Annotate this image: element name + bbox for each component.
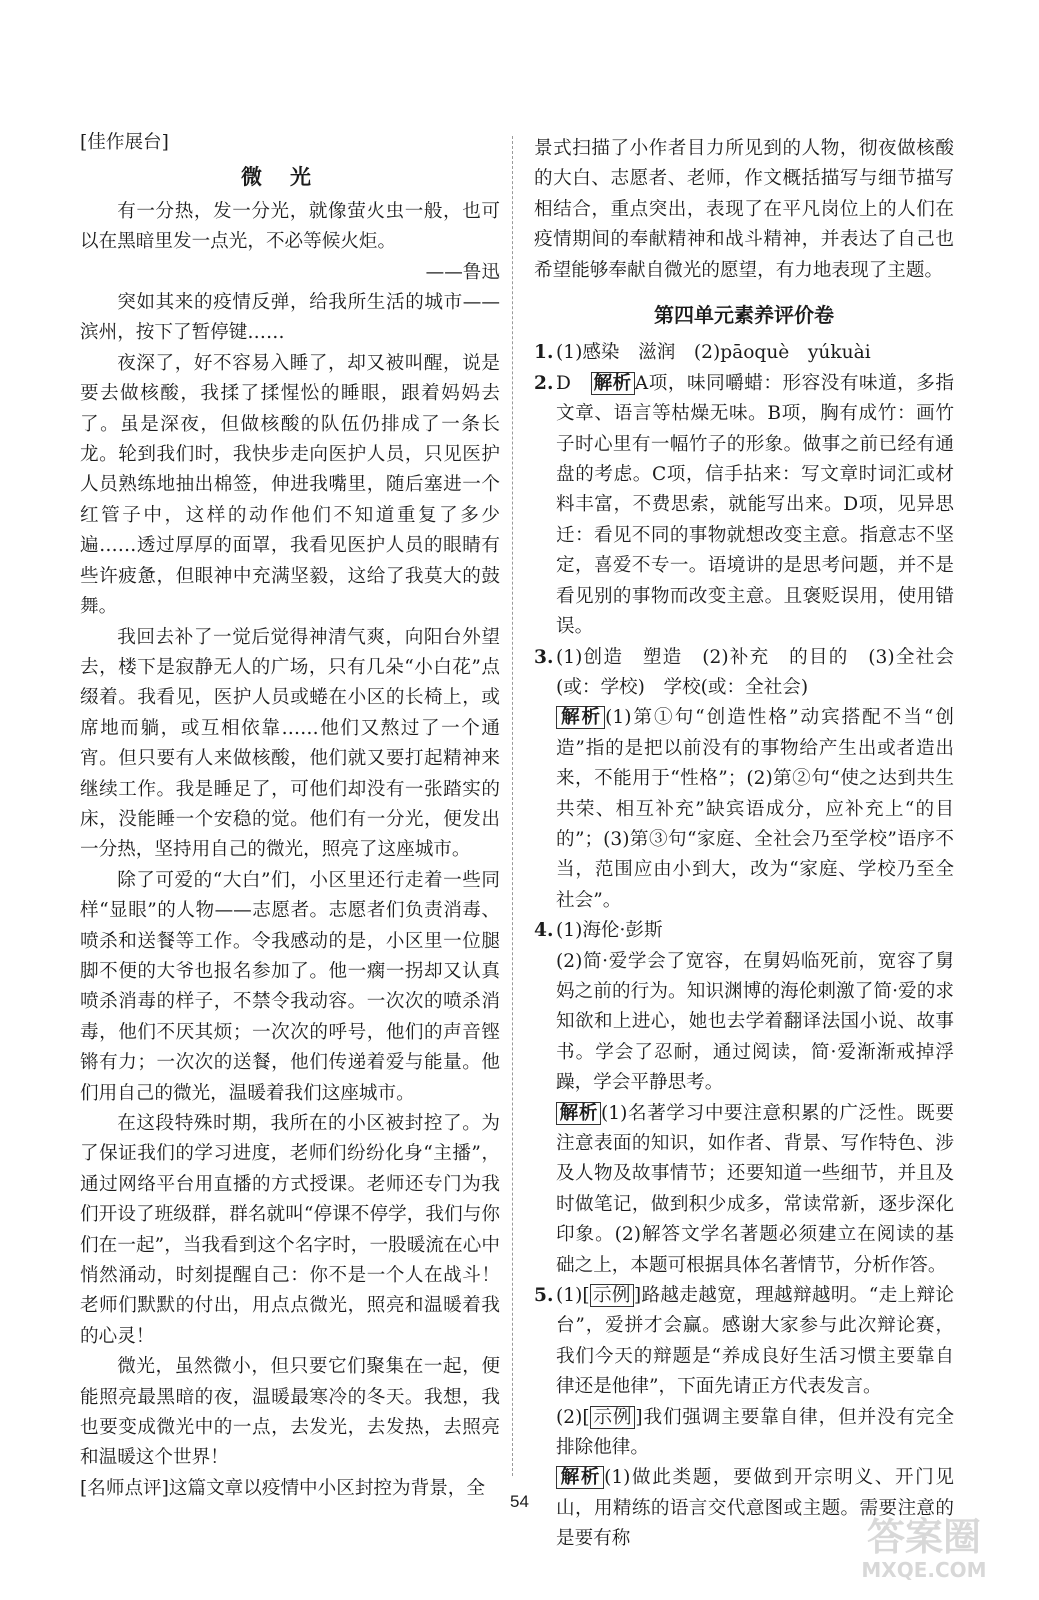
comment-text: 这篇文章以疫情中小区封控为背景，全 [168,1477,485,1499]
answer-text: (1)海伦·彭斯 [556,920,663,942]
question-1: 1. (1)感染 滋润 (2)pāoquè yúkuài [534,342,871,364]
watermark-logo [839,1505,1009,1585]
essay-paragraph: 除了可爱的“大白”们，小区里还行走着一些同样“显眼”的人物——志愿者。志愿者们负责消毒、喷杀和送餐等工作。令我感动的是，小区里一位腿脚不便的大爷也报名参加了。他一瘸一拐却又认真喷杀消毒的样子，不禁令我动容。一次次的喷杀消毒，他们不厌其烦；一次次的呼号，他们的声音铿锵有力；一次次的送餐，他们传递着爱与能量。他们用自己的微光，温暖着我们这座城市。 [80,869,500,1104]
analysis-label: 解析 [556,1466,604,1489]
question-3-analysis [534,703,954,916]
epigraph-author: ——鲁迅 [425,261,500,283]
analysis-label: 解析 [591,372,635,395]
example-label: 示例 [590,1284,634,1307]
question-2: 2. D 解析 A项，味同嚼蜡：形容没有味道，多指文章、语言等枯燥无味。B项，胸有成竹：画竹子时心里有一幅竹子的形象。做事之前已经有通盘的考虑。C项，信手拈来：写文章时词汇或材料丰富，不费思索，就能写出来。D项，见异思迁：看见不同的事物就想改变主意。指意志不坚定，喜爱不专一。语境讲的是思考问题，并不是看见别的事物而改变主意。且褒贬误用，使用错误。 [534,372,954,638]
essay-paragraph: 我回去补了一觉后觉得神清气爽，向阳台外望去，楼下是寂静无人的广场，只有几朵“小白花”点缀着。我看见，医护人员或蜷在小区的长椅上，或席地而躺，或互相依靠……他们又熬过了一个通宵。但只要有人来做核酸，他们就又要打起精神来继续工作。我是睡足了，可他们却没有一张踏实的床，没能睡一个安稳的觉。他们有一分光，便发出一分热，坚持用自己的微光，照亮了这座城市。 [80,626,500,861]
unit-title: 第四单元素养评价卷 [654,303,834,328]
page-number: 54 [510,1492,529,1511]
essay-paragraph: 夜深了，好不容易入睡了，却又被叫醒，说是要去做核酸，我揉了揉惺忪的睡眼，跟着妈妈去了。虽是深夜，但做核酸的队伍仍排成了一条长龙。轮到我们时，我快步走向医护人员，只见医护人员熟练地抽出棉签，伸进我嘴里，随后塞进一个红管子中，这样的动作他们不知道重复了多少遍……透过厚厚的面罩，我看见医护人员的眼睛有些许疲惫，但眼神中充满坚毅，这给了我莫大的鼓舞。 [80,352,500,618]
analysis-text: (1)名著学习中要注意积累的广泛性。既要注意表面的知识，如作者、背景、写作特色、涉及人物及故事情节；还要知道一些细节，并且及时做笔记，做到积少成多，常读常新，逐步深化印象。(2)解答文学名著题必须建立在阅读的基础之上，本题可根据具体名著情节，分析作答。 [556,1102,954,1276]
analysis-text: (1)第①句“创造性格”动宾搭配不当“创造”指的是把以前没有的事物给产生出或者造出来，不能用于“性格”；(2)第②句“使之达到共生共荣、相互补充”缺宾语成分，应补充上“的目的”；(3)第③句“家庭、全社会乃至学校”语序不当，范围应由小到大，改为“家庭、学校乃至全社会”。 [556,707,954,911]
question-5: 5. (1)[ 示例 ]路越走越宽，理越辩越明。“走上辩论台”，爱拼才会赢。感谢大家参与此次辩论赛，我们今天的辩题是“养成良好生活习惯主要靠自律还是他律”，下面先请正方代表发言。 [534,1285,954,1398]
comment-tag: [名师点评] [80,1477,169,1499]
question-5-part2: (2)[ 示例 ]我们强调主要靠自律，但并没有完全排除他律。 [556,1406,954,1459]
answer-text: (1)感染 滋润 (2)pāoquè yúkuài [556,342,871,364]
analysis-text: A项，味同嚼蜡：形容没有味道，多指文章、语言等枯燥无味。B项，胸有成竹：画竹子时心里有一幅竹子的形象。做事之前已经有通盘的考虑。C项，信手拈来：写文章时词汇或材料丰富，不费思索，就能写出来。D项，见异思迁：看见不同的事物就想改变主意。指意志不坚定，喜爱不专一。语境讲的是思考问题，并不是看见别的事物而改变主意。且褒贬误用，使用错误。 [556,372,954,638]
left-column [80,128,500,1504]
answer-text: 路越走越宽，理越辩越明。“走上辩论台”，爱拼才会赢。感谢大家参与此次辩论赛，我们今天的辩题是“养成良好生活习惯主要靠自律还是他律”，下面先请正方代表发言。 [556,1285,954,1398]
question-4-analysis [534,1099,954,1281]
section-tag: [佳作展台] [80,132,169,153]
essay-title: 微光 [241,164,339,190]
question-3: 3. (1)创造 塑造 (2)补充 的目的 (3)全社会(或：学校) 学校(或：全社会) [534,646,954,698]
essay-paragraph: 突如其来的疫情反弹，给我所生活的城市——滨州，按下了暂停键…… [80,292,500,344]
right-column [534,134,954,1555]
answer-text: (1)创造 塑造 (2)补充 的目的 (3)全社会(或：学校) 学校(或：全社会) [556,646,954,698]
analysis-label: 解析 [556,1102,601,1125]
analysis-label: 解析 [556,706,605,729]
question-4-part2 [534,947,954,1099]
teacher-comment-continued: 景式扫描了小作者目力所见到的人物，彻夜做核酸的大白、志愿者、老师，作文概括描写与细节描写相结合，重点突出，表现了在平凡岗位上的人们在疫情期间的奉献精神和战斗精神，并表达了自己也希望能够奉献自微光的愿望，有力地表现了主题。 [534,138,954,281]
column-divider [512,136,513,1476]
analysis-text: (1)做此类题，要做到开宗明义、开门见山，用精练的语言交代意图或主题。需要注意的是要有称 [556,1467,954,1550]
answer-text: 我们强调主要靠自律，但并没有完全排除他律。 [556,1406,954,1459]
essay-paragraph: 在这段特殊时期，我所在的小区被封控了。为了保证我们的学习进度，老师们纷纷化身“主播”，通过网络平台用直播的方式授课。老师还专门为我们开设了班级群，群名就叫“停课不停学，我们与你们在一起”，当我看到这个名字时，一股暖流在心中悄然涌动，时刻提醒自己：你不是一个人在战斗！老师们默默的付出，用点点微光，照亮和温暖着我的心灵！ [80,1113,500,1347]
watermark-line2: MXQE.COM [861,1558,987,1582]
watermark-line1: 答案圈 [866,1515,982,1559]
question-4: 4. (1)海伦·彭斯 [534,920,663,942]
epigraph: 有一分热，发一分光，就像萤火虫一般，也可以在黑暗里发一点光，不必等候火炬。 [80,200,500,253]
example-label: 示例 [590,1406,636,1429]
answer-choice: D [556,372,571,394]
essay-paragraph: 微光，虽然微小，但只要它们聚集在一起，便能照亮最黑暗的夜，温暖最寒冷的冬天。我想，我也要变成微光中的一点，去发光，去发热，去照亮和温暖这个世界！ [80,1356,500,1469]
answer-text: (2)简·爱学会了宽容，在舅妈临死前，宽容了舅妈之前的行为。知识渊博的海伦刺激了简·爱的求知欲和上进心，她也去学着翻译法国小说、故事书。学会了忍耐，通过阅读，简·爱渐渐戒掉浮躁，学会平静思考。 [556,950,954,1094]
